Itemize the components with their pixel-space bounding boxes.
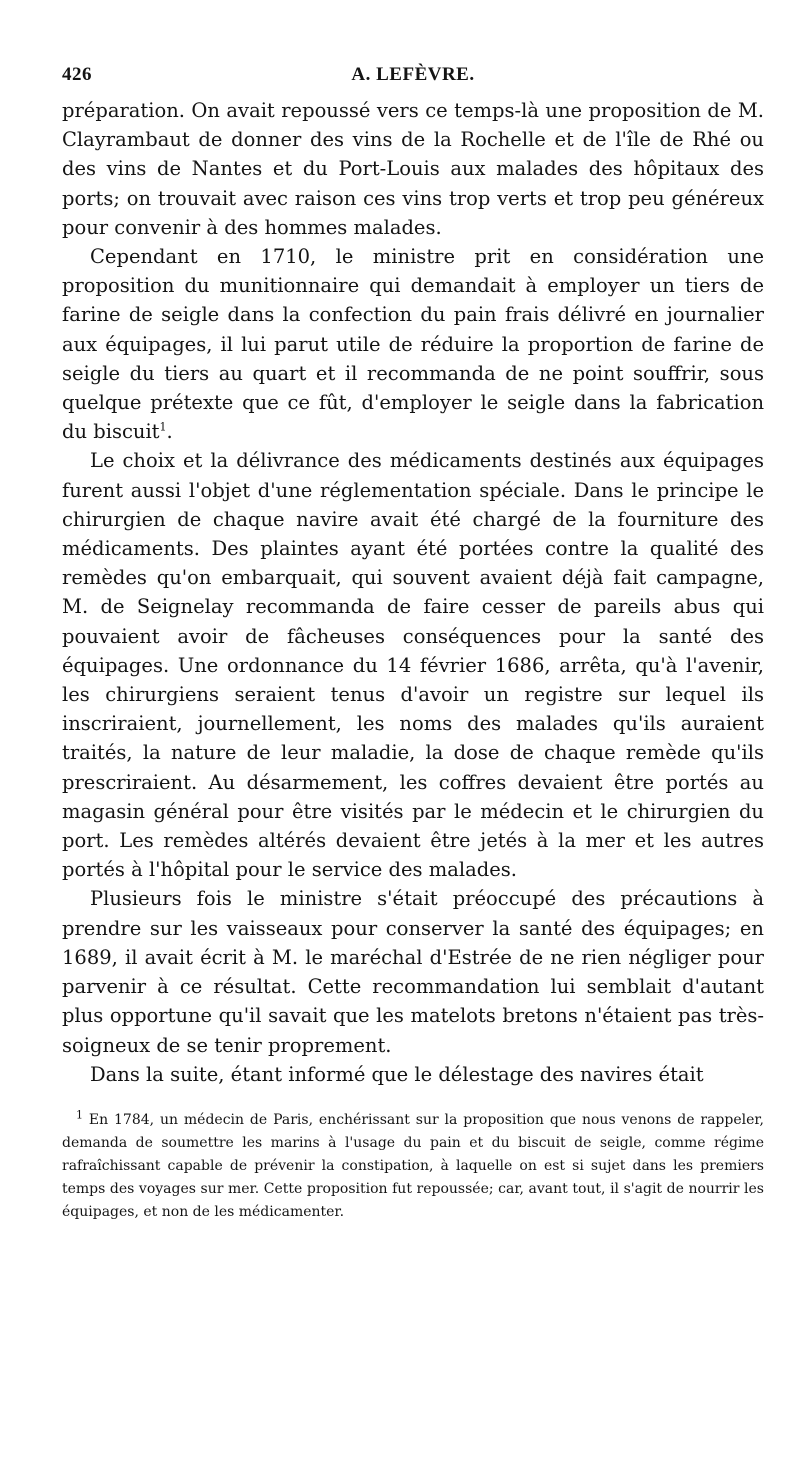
page-number: 426 (62, 64, 92, 85)
paragraph-5-text: Dans la suite, étant informé que le délestage des navires était (90, 1062, 704, 1086)
footnote-ref: 1 (159, 420, 167, 434)
paragraph-2 (62, 242, 764, 446)
paragraph-4 (62, 884, 764, 1059)
paragraph-1-text: préparation. On avait repoussé vers ce temps-là une proposition de M. Clayrambaut de donner des vins de la Rochelle et de l'île de Rhé ou des vins de Nantes et du Port-Louis aux malades des hôpitaux des ports; on trouvait avec raison ces vins trop verts et trop peu généreux pour convenir à des hommes malades. (62, 99, 764, 239)
paragraph-2-end: . (166, 420, 173, 444)
paragraph-2-text: Cependant en 1710, le ministre prit en considération une proposition du munitionnaire qui demandait à employer un tiers de farine de seigle dans la confection du pain frais délivré en journalier aux équipages, il lui parut utile de réduire la proportion de farine de seigle du tiers au quart et il recommanda de ne point souffrir, sous quelque prétexte que ce fût, d'employer le seigle dans la fabrication du biscuit (62, 245, 764, 444)
paragraph-1 (62, 96, 764, 242)
paragraph-3-text: Le choix et la délivrance des médicaments destinés aux équipages furent aussi l'objet d'une réglementation spéciale. Dans le principe le chirurgien de chaque navire avait été chargé de la fourniture des médicaments. Des plaintes ayant été portées contre la qualité des remèdes qu'on embarquait, qui souvent avaient déjà fait campagne, M. de Seignelay recommanda de faire cesser de pareils abus qui pouvaient avoir de fâcheuses conséquences pour la santé des équipages. Une ordonnance du 14 février 1686, arrêta, qu'à l'avenir, les chirurgiens seraient tenus d'avoir un registre sur lequel ils inscriraient, journellement, les noms des malades qu'ils auraient traités, la nature de leur maladie, la dose de chaque remède qu'ils prescriraient. Au désarmement, les coffres devaient être portés au magasin général pour être visités par le médecin et le chirurgien du port. Les remèdes altérés devaient être jetés à la mer et les autres portés à l'hôpital pour le service des malades. (62, 449, 764, 882)
running-title: A. LEFÈVRE. (351, 64, 475, 85)
footnotes (62, 1109, 764, 1224)
paragraph-5 (62, 1060, 764, 1089)
book-page (62, 58, 764, 1224)
page-header (62, 58, 764, 96)
footnote-1 (62, 1109, 764, 1224)
paragraph-4-text: Plusieurs fois le ministre s'était préoccupé des précautions à prendre sur les vaisseaux pour conserver la santé des équipages; en 1689, il avait écrit à M. le maréchal d'Estrée de ne rien négliger pour parvenir à ce résultat. Cette recommandation lui semblait d'autant plus opportune qu'il savait que les matelots bretons n'étaient pas très-soigneux de se tenir proprement. (62, 887, 764, 1057)
footnote-1-text: En 1784, un médecin de Paris, enchérissant sur la proposition que nous venons de rappeler, demanda de soumettre les marins à l'usage du pain et du biscuit de seigle, comme régime rafraîchissant capable de prévenir la constipation, à laquelle on est si sujet dans les premiers temps des voyages sur mer. Cette proposition fut repoussée; car, avant tout, il s'agit de nourrir les équipages, et non de les médicamenter. (62, 1111, 764, 1220)
main-text (62, 96, 764, 1089)
paragraph-3 (62, 446, 764, 884)
footnote-marker: 1 (76, 1108, 83, 1122)
